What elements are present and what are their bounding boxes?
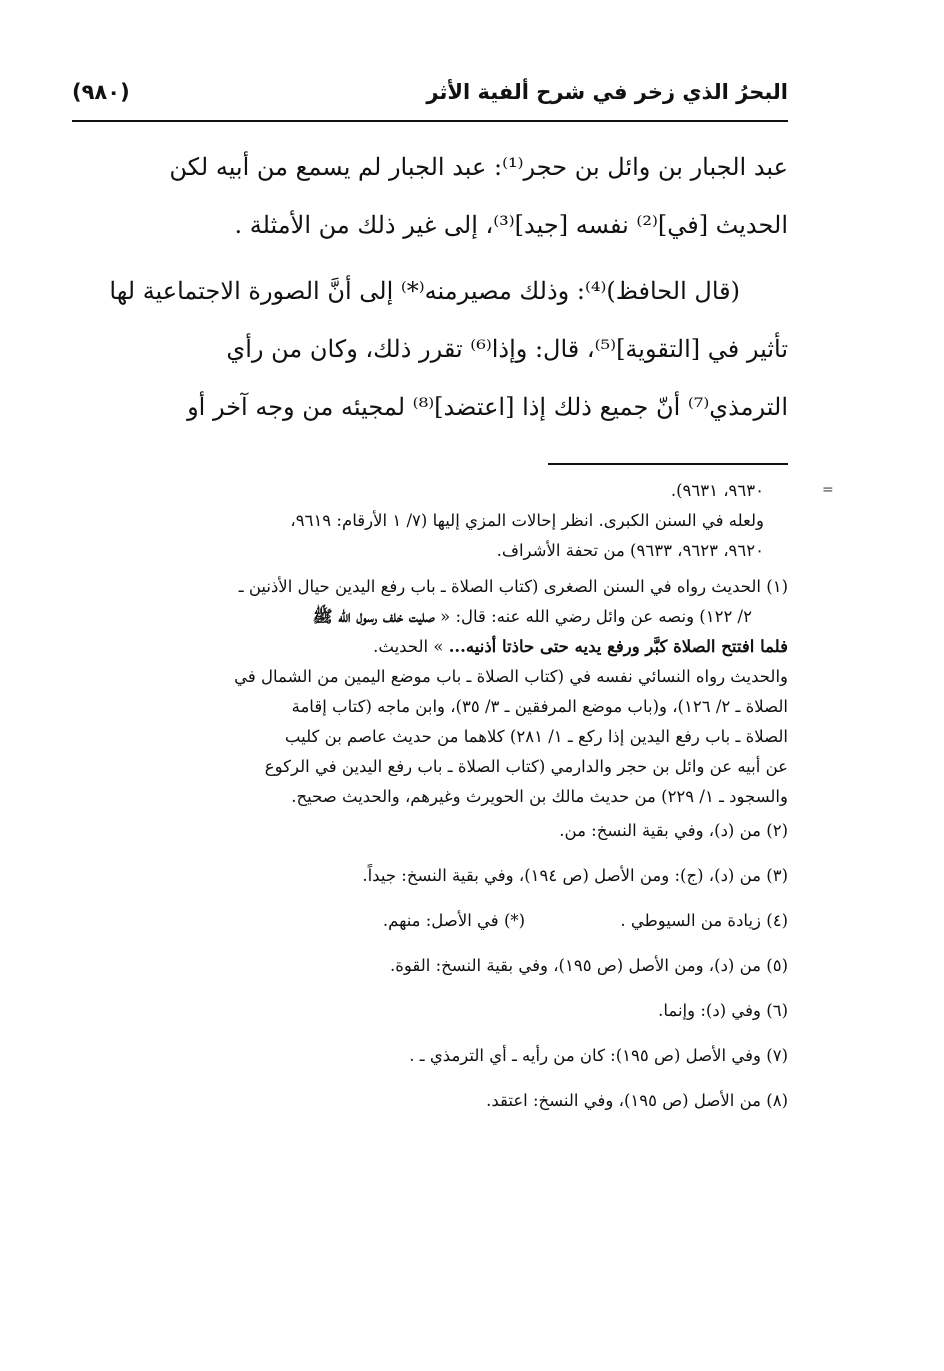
- footnote-continuation: [72, 476, 788, 566]
- text-line: (١) الحديث رواه في السنن الصغرى (كتاب الصلاة ـ باب رفع اليدين حيال الأذنين ـ: [238, 577, 788, 596]
- text-line: الصلاة ـ ٢/ ١٢٦)، و(باب موضع المرفقين ـ ٣/ ٣٥)، وابن ماجه (كتاب إقامة: [291, 697, 788, 716]
- footnote-1-continued: [72, 662, 788, 812]
- header-rule: [72, 120, 788, 122]
- margin-mark: =: [822, 482, 834, 498]
- hadith-quote: صليت خلف رسول الله ﷺ: [312, 607, 435, 626]
- text-line: ٢/ ١٢٢) ونصه عن وائل رضي الله عنه: قال: «: [434, 607, 752, 626]
- text-line: الصلاة ـ باب رفع اليدين إذا ركع ـ ١/ ٢٨١) كلاهما من حديث عاصم بن كليب: [284, 727, 788, 746]
- text-line: عبد الجبار بن وائل بن حجر⁽¹⁾: عبد الجبار لم يسمع من أبيه لكن: [169, 153, 788, 181]
- text-line: ٩٦٢٠، ٩٦٢٣، ٩٦٣٣) من تحفة الأشراف.: [496, 541, 764, 560]
- footnote-7: (٧) وفي الأصل (ص ١٩٥): كان من رأيه ـ أي الترمذي ـ .: [409, 1046, 788, 1065]
- footnote-list: [72, 816, 788, 1116]
- paragraph-1: [72, 138, 788, 254]
- text-line: والسجود ـ ١/ ٢٢٩) من حديث مالك بن الحويرث وغيرهم، والحديث صحيح.: [291, 787, 788, 806]
- text-line: الترمذي⁽⁷⁾ أنّ جميع ذلك إذا [اعتضد]⁽⁸⁾ لمجيئه من وجه آخر أو: [187, 393, 788, 421]
- footnote-4-row: [72, 906, 788, 936]
- text-line: تأثير في [التقوية]⁽⁵⁾، قال: وإذا⁽⁶⁾ تقرر ذلك، وكان من رأي: [226, 335, 788, 363]
- footnote-3: (٣) من (د)، (ج): ومن الأصل (ص ١٩٤)، وفي بقية النسخ: جيداً.: [362, 866, 788, 885]
- text-line: ولعله في السنن الكبرى. انظر إحالات المزي إليها (٧/ ١ الأرقام: ٩٦١٩،: [290, 511, 764, 530]
- page-number: (٩٨٠): [72, 80, 130, 104]
- text-line: الحديث [في]⁽²⁾ نفسه [جيد]⁽³⁾، إلى غير ذلك من الأمثلة .: [234, 211, 788, 239]
- running-title: البحرُ الذي زخر في شرح ألفية الأثر: [426, 80, 788, 104]
- text-line: (قال الحافظ)⁽⁴⁾: وذلك مصيرمنه⁽*⁾ إلى أنَّ الصورة الاجتماعية لها: [109, 277, 740, 305]
- footnotes: [72, 476, 788, 1131]
- footnote-6: (٦) وفي (د): وإنما.: [658, 1001, 788, 1020]
- footnote-5: (٥) من (د)، ومن الأصل (ص ١٩٥)، وفي بقية النسخ: القوة.: [389, 956, 788, 975]
- footnote-star: (*) في الأصل: منهم.: [382, 911, 526, 930]
- text-line: عن أبيه عن وائل بن حجر والدارمي (كتاب الصلاة ـ باب رفع اليدين في الركوع: [264, 757, 788, 776]
- footnote-8: (٨) من الأصل (ص ١٩٥)، وفي النسخ: اعتقد.: [486, 1091, 788, 1110]
- main-text: [72, 138, 788, 436]
- footnote-1: [72, 572, 788, 662]
- footnote-2: (٢) من (د)، وفي بقية النسخ: من.: [559, 821, 788, 840]
- text-line: » الحديث.: [373, 637, 449, 656]
- hadith-quote: فلما افتتح الصلاة كبَّر ورفع يديه حتى حاذتا أذنيه...: [448, 637, 788, 656]
- page-header: [72, 80, 788, 114]
- footnote-separator: [548, 463, 788, 465]
- paragraph-2: [72, 262, 788, 436]
- footnote-4: (٤) زيادة من السيوطي .: [620, 911, 788, 930]
- text-line: والحديث رواه النسائي نفسه في (كتاب الصلاة ـ باب موضع اليمين من الشمال في: [234, 667, 788, 686]
- text-line: ٩٦٣٠، ٩٦٣١).: [670, 481, 764, 500]
